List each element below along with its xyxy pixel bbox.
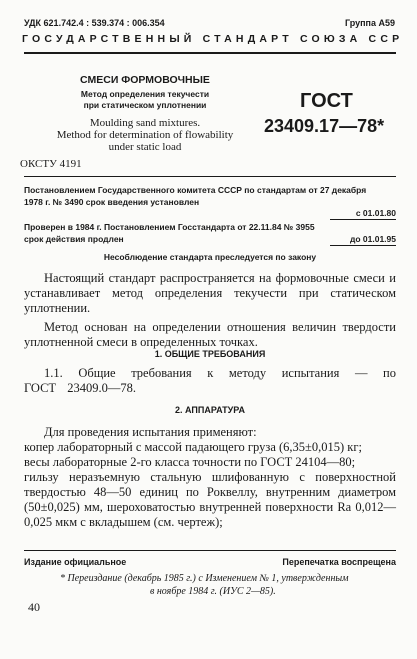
intro-paragraph-2: Метод основан на определении отношения величин твердости уплотненной смеси в определенных точках.: [24, 320, 396, 349]
section-2-intro: Для проведения испытания применяют:: [44, 425, 257, 439]
reprint-prohibited-note: Перепечатка воспрещена: [282, 557, 396, 567]
decree-line-1: Постановлением Государственного комитета СССР по стандартам от 27 декабря: [24, 185, 367, 195]
section-2-item-2: весы лабораторные 2-го класса точности по ГОСТ 24104—80;: [24, 455, 356, 469]
intro-paragraph-1: Настоящий стандарт распространяется на формовочные смеси и устанавливает метод определения текучести при статическом уплотнении.: [24, 271, 396, 315]
gost-number: 23409.17—78*: [264, 116, 385, 136]
gost-label: ГОСТ: [300, 90, 353, 112]
reissue-note-2: в ноябре 1984 г. (ИУС 2—85).: [150, 586, 276, 597]
okstu-code: ОКСТУ 4191: [20, 158, 82, 170]
title-en-3: under static load: [108, 141, 182, 153]
decree-line-2: 1978 г. № 3490 срок введения установлен: [24, 197, 200, 207]
reissue-note-1: * Переиздание (декабрь 1985 г.) с Изменением № 1, утвержденным: [60, 573, 349, 584]
decree-line-3: Проверен в 1984 г. Постановлением Госстандарта от 22.11.84 № 3955: [24, 222, 315, 232]
title-ru-sub-2: при статическом уплотнении: [83, 100, 207, 110]
title-ru-sub-1: Метод определения текучести: [80, 89, 210, 99]
title-ru-main: СМЕСИ ФОРМОВОЧНЫЕ: [80, 74, 210, 86]
decree-date-2: до 01.01.95: [349, 234, 396, 244]
udk-code: УДК 621.742.4 : 539.374 : 006.354: [24, 18, 165, 28]
title-en-2: Method for determination of flowability: [56, 129, 234, 141]
footer-rule: [24, 550, 396, 551]
page-number: 40: [28, 600, 40, 614]
group-code: Группа А59: [344, 18, 395, 28]
section-2-item-3: гильзу неразъемную стальную шлифованную с поверхностной твердостью 48—50 единиц по Роквеллу, внутренним диаметром (50±0,025) мм, шероховатостью внутренней поверхности Ra 0,012—0,025 мкм с вкладышем (см. чертеж);: [24, 470, 396, 529]
section-2-title: 2. АППАРАТУРА: [175, 405, 245, 415]
decree-date-1-underline: [330, 219, 396, 220]
section-1-title: 1. ОБЩИЕ ТРЕБОВАНИЯ: [154, 349, 266, 359]
violation-note: Несоблюдение стандарта преследуется по закону: [103, 252, 317, 262]
section-2-item-1: копер лабораторный с массой падающего груза (6,35±0,015) кг;: [24, 440, 362, 454]
decree-date-2-underline: [330, 245, 396, 246]
title-en-1: Moulding sand mixtures.: [89, 117, 201, 129]
decree-date-1: с 01.01.80: [355, 208, 396, 218]
official-edition-note: Издание официальное: [24, 557, 127, 567]
title-rule: [24, 176, 396, 177]
state-standard-heading: ГОСУДАРСТВЕННЫЙ СТАНДАРТ СОЮЗА ССР: [22, 33, 404, 45]
decree-line-4: срок действия продлен: [24, 234, 124, 244]
header-rule: [24, 52, 396, 54]
section-1-paragraph: 1.1. Общие требования к методу испытания — по ГОСТ 23409.0—78.: [24, 366, 396, 395]
